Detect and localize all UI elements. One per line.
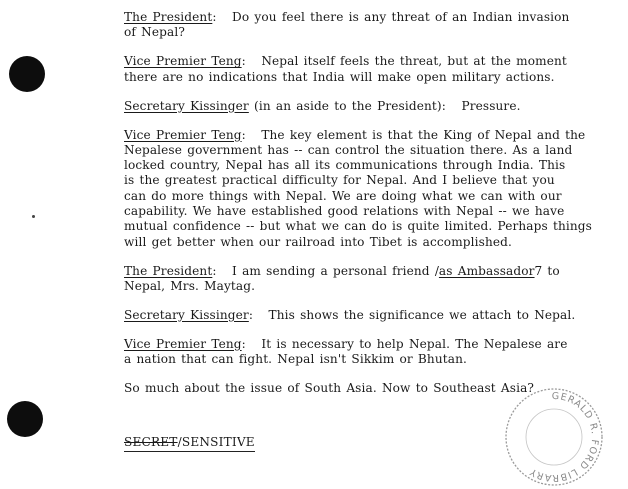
scan-speck: [32, 215, 35, 218]
speaker-separator: :: [212, 263, 217, 278]
dialogue-line: Nepal itself feels the threat, but at the moment: [261, 54, 567, 69]
classification-marking: [124, 435, 255, 452]
punch-hole-bottom: [7, 401, 43, 437]
library-stamp: [503, 386, 605, 488]
speaker-name: Secretary Kissinger: [124, 98, 249, 113]
dialogue-line: Pressure.: [461, 98, 521, 113]
dialogue-line: The key element is that the King of Nepal and the: [261, 127, 586, 142]
speaker-name: The President: [124, 263, 213, 278]
classification-slash: /: [177, 435, 182, 449]
paragraph-teng-key-element: [124, 128, 594, 250]
speaker-name: The President: [124, 10, 213, 24]
speaker-name: Vice Premier Teng: [124, 336, 242, 351]
speaker-name: Vice Premier Teng: [124, 54, 242, 69]
transcript-body: [124, 10, 594, 410]
paragraph-teng-help-nepal: [124, 337, 594, 368]
dialogue-line: a nation that can fight. Nepal isn't Sikkim or Bhutan.: [124, 352, 467, 367]
paragraph-kissinger-aside: [124, 99, 594, 114]
dialogue-line: Nepal, Mrs. Maytag.: [124, 278, 256, 293]
dialogue-line: Nepalese government has -- can control the situation there. As a land: [124, 142, 573, 157]
dialogue-line: mutual confidence -- but what we can do is quite limited. Perhaps things: [124, 219, 592, 234]
paragraph-president-invasion-question: [124, 10, 594, 41]
dialogue-line: I am sending a personal friend: [232, 263, 430, 278]
speaker-separator: :: [212, 10, 217, 24]
speaker-name: Vice Premier Teng: [124, 127, 242, 142]
speaker-separator: :: [248, 307, 254, 322]
bracketed-insertion: as Ambassador: [438, 263, 535, 278]
dialogue-line: Do you feel there is any threat of an Indian invasion: [232, 10, 570, 24]
punch-hole-top: [9, 56, 45, 92]
dialogue-line: will get better when our railroad into Tibet is accomplished.: [124, 234, 512, 249]
dialogue-line: It is necessary to help Nepal. The Nepalese are: [261, 336, 568, 351]
dialogue-line: can do more things with Nepal. We are doing what we can with our: [124, 188, 562, 203]
speaker-separator: :: [241, 54, 246, 69]
speaker-separator: :: [241, 336, 246, 351]
struck-classification: SECRET: [124, 435, 178, 449]
dialogue-line: locked country, Nepal has all its communications through India. This: [124, 158, 566, 173]
dialogue-line: This shows the significance we attach to Nepal.: [268, 307, 576, 322]
paragraph-kissinger-significance: [124, 308, 594, 323]
paragraph-teng-threat: [124, 54, 594, 85]
dialogue-line: So much about the issue of South Asia. Now to Southeast Asia?: [124, 381, 535, 396]
dialogue-line: to: [547, 263, 560, 278]
dialogue-line: capability. We have established good relations with Nepal -- we have: [124, 204, 565, 219]
speaker-aside: (in an aside to the President):: [254, 98, 446, 113]
classification-label: SENSITIVE: [181, 435, 255, 449]
speaker-separator: :: [241, 127, 246, 142]
speaker-name: Secretary Kissinger: [124, 307, 249, 322]
dialogue-line: of Nepal?: [124, 25, 185, 40]
library-stamp-graphic: [503, 386, 605, 488]
bracket-close: 7: [534, 263, 543, 278]
dialogue-line: there are no indications that India will make open military actions.: [124, 69, 555, 84]
stamp-text: GERALD R. FORD LIBRARY: [527, 390, 601, 484]
bracket-open: /: [434, 263, 439, 278]
paragraph-president-ambassador: [124, 264, 594, 295]
dialogue-line: is the greatest practical difficulty for Nepal. And I believe that you: [124, 173, 555, 188]
